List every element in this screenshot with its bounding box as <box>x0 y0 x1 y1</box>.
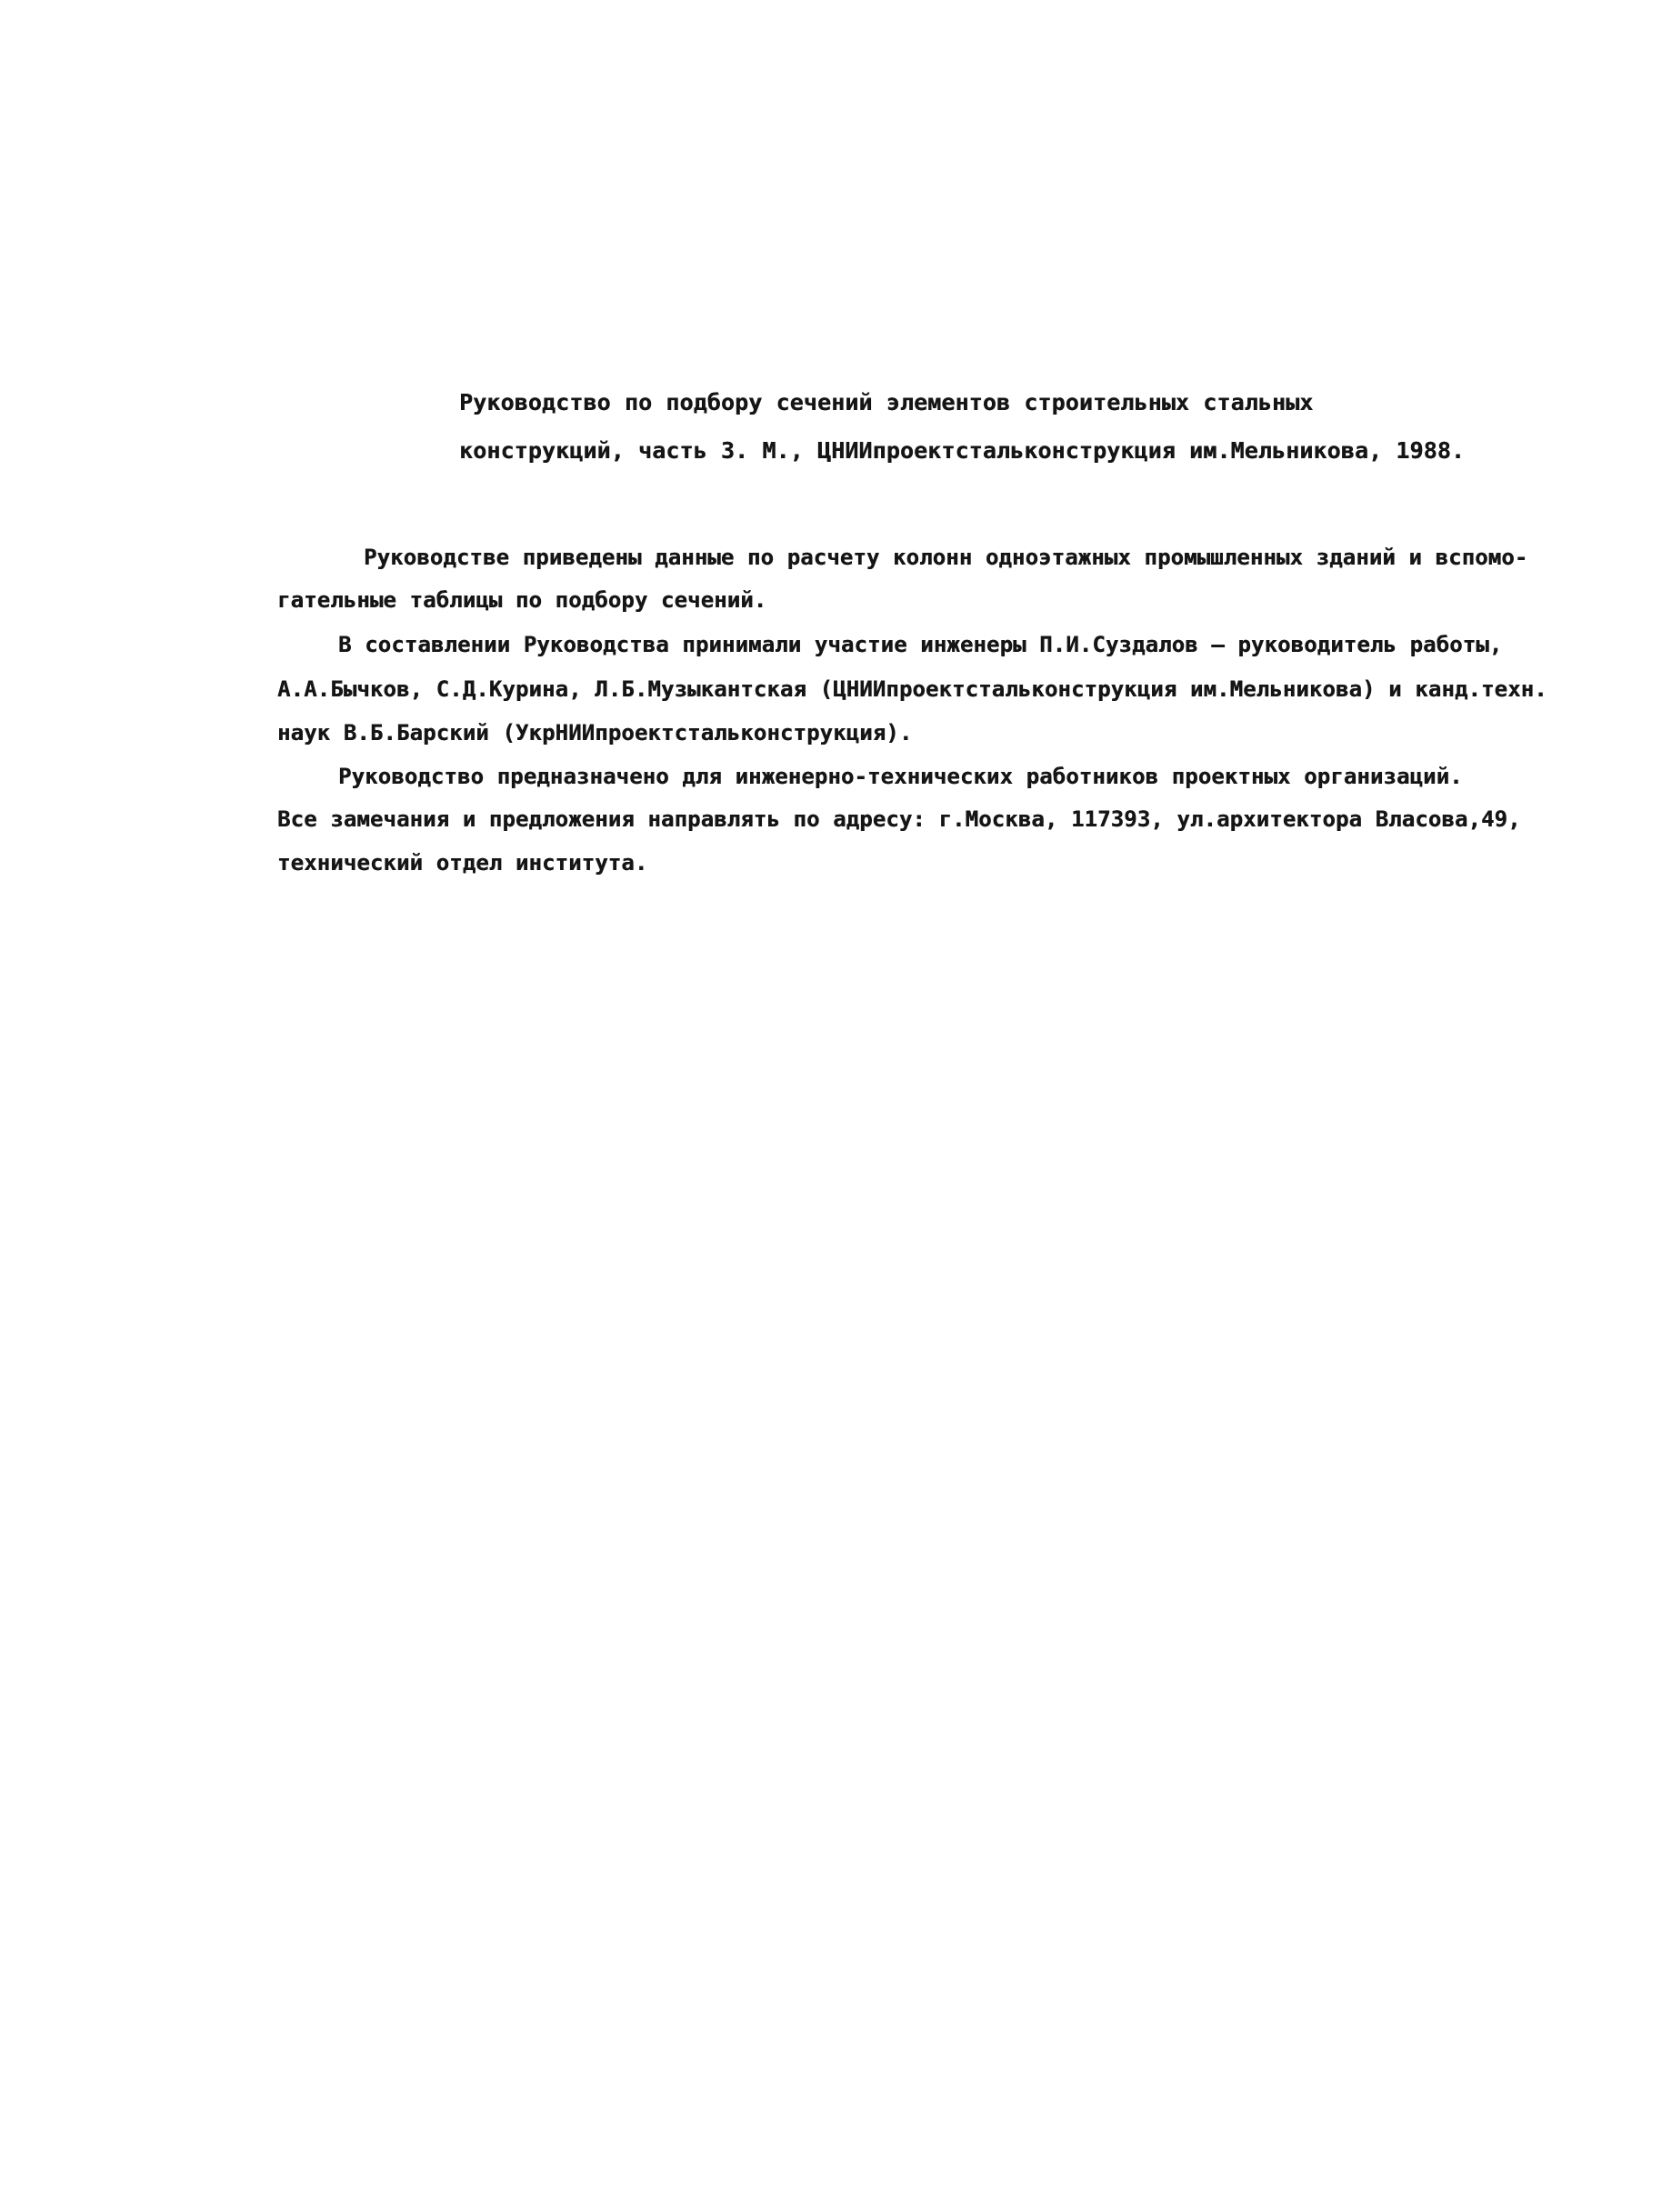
paragraph-line: гательные таблицы по подбору сечений. <box>277 587 767 613</box>
paragraph-line: А.А.Бычков, С.Д.Курина, Л.Б.Музыкантская (ЦНИИпроектстальконструкция им.Мельникова) и канд.техн. <box>277 676 1547 702</box>
paragraph-line: наук В.Б.Барский (УкрНИИпроектстальконструкция). <box>277 720 913 746</box>
paragraph-line: В составлении Руководства принимали участие инженеры П.И.Суздалов – руководитель работы, <box>338 632 1503 657</box>
paragraph-line: Все замечания и предложения направлять по адресу: г.Москва, 117393, ул.архитектора Власова,49, <box>277 806 1521 832</box>
paragraph-line: технический отдел института. <box>277 850 648 876</box>
citation-line: конструкций, часть 3. М., ЦНИИпроектстальконструкция им.Мельникова, 1988. <box>459 437 1466 464</box>
paragraph-line: Руководстве приведены данные по расчету колонн одноэтажных промышленных зданий и вспомо- <box>364 545 1528 570</box>
paragraph-line: Руководство предназначено для инженерно-технических работников проектных организаций. <box>338 764 1463 789</box>
citation-line: Руководство по подбору сечений элементов строительных стальных <box>459 389 1314 415</box>
